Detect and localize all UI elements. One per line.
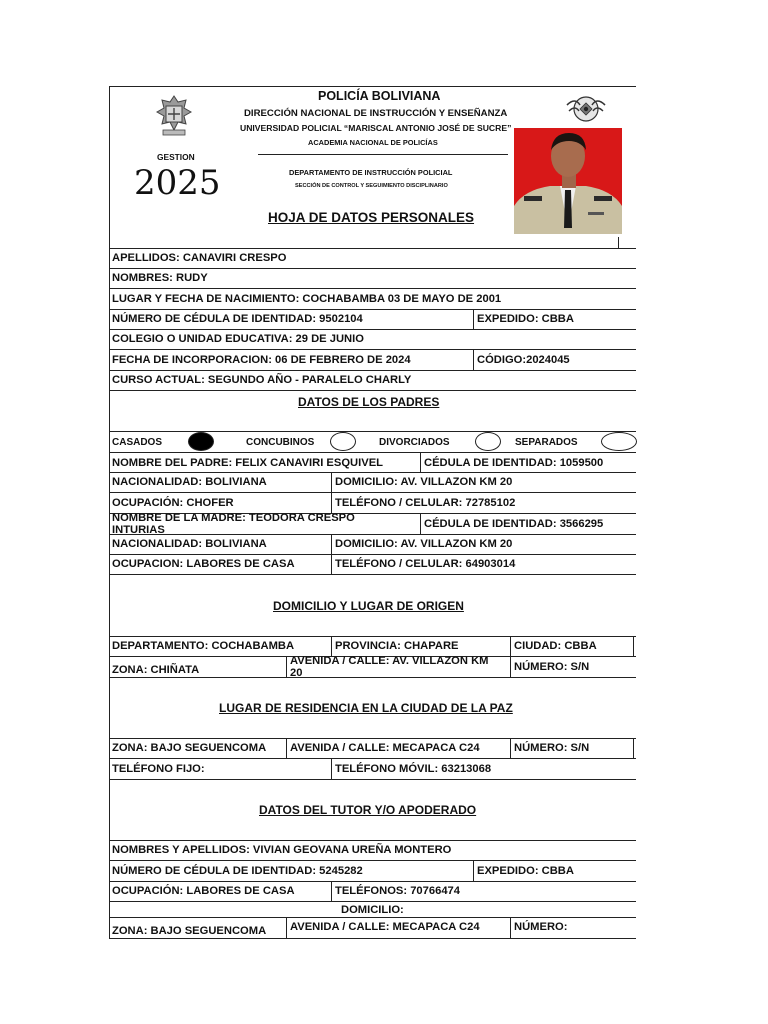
civil-status-label: DIVORCIADOS (379, 437, 450, 448)
birth-place-date-field: LUGAR Y FECHA DE NACIMIENTO: COCHABAMBA 03 DE MAYO DE 2001 (112, 293, 502, 305)
direction-title: DIRECCIÓN NACIONAL DE INSTRUCCIÓN Y ENSEÑANZA (244, 108, 508, 119)
mother-name-field-cont: INTURIAS (112, 524, 165, 534)
department-title: DEPARTAMENTO DE INSTRUCCIÓN POLICIAL (289, 168, 453, 177)
row-line (109, 452, 636, 453)
col-divider (331, 472, 332, 513)
row-line (109, 309, 636, 310)
academy-emblem-right-icon (565, 93, 607, 125)
row-line (109, 248, 636, 249)
row-line (109, 349, 636, 350)
row-line (109, 901, 636, 902)
expedido-field: EXPEDIDO: CBBA (477, 313, 574, 325)
row-line (109, 86, 636, 87)
gestion-year: 2025 (134, 163, 221, 203)
tutor-number-field: NÚMERO: (514, 921, 568, 933)
mother-address-field: DOMICILIO: AV. VILLAZON KM 20 (335, 538, 513, 550)
father-phone-field: TELÉFONO / CELULAR: 72785102 (335, 497, 516, 509)
incorporation-date-field: FECHA DE INCORPORACION: 06 DE FEBRERO DE 2024 (112, 354, 411, 366)
row-line (109, 574, 636, 575)
col-divider (510, 917, 511, 938)
gestion-label: GESTION (157, 152, 195, 162)
apellidos-field: APELLIDOS: CANAVIRI CRESPO (112, 252, 287, 264)
row-line (109, 492, 636, 493)
tutor-zone-field: ZONA: BAJO SEGUENCOMA (112, 925, 267, 937)
mother-name-field: NOMBRE DE LA MADRE: TEODORA CRESPO (112, 512, 355, 524)
civil-status-option-concubines[interactable] (330, 432, 356, 451)
table-left-border (109, 86, 110, 938)
row-line (109, 534, 636, 535)
row-line (109, 431, 636, 432)
mother-nationality-field: NACIONALIDAD: BOLIVIANA (112, 538, 267, 550)
col-divider (331, 881, 332, 901)
school-field: COLEGIO O UNIDAD EDUCATIVA: 29 DE JUNIO (112, 333, 364, 345)
tutor-name-field: NOMBRES Y APELLIDOS: VIVIAN GEOVANA UREÑA MONTERO (112, 844, 452, 856)
col-divider (331, 534, 332, 574)
father-address-field: DOMICILIO: AV. VILLAZON KM 20 (335, 476, 513, 488)
tutor-phones-field: TELÉFONOS: 70766474 (335, 885, 460, 897)
col-divider (420, 452, 421, 472)
parents-section-title: DATOS DE LOS PADRES (298, 395, 440, 409)
student-portrait-icon (514, 128, 622, 234)
row-line (109, 329, 636, 330)
origin-number-field: NÚMERO: S/N (514, 661, 590, 673)
civil-status-label: CASADOS (112, 437, 163, 448)
residence-zone-field: ZONA: BAJO SEGUENCOMA (112, 742, 267, 754)
academy-title: ACADEMIA NACIONAL DE POLICÍAS (308, 138, 438, 147)
row-line (109, 758, 636, 759)
tutor-section-title: DATOS DEL TUTOR Y/O APODERADO (259, 803, 477, 817)
institution-title: POLICÍA BOLIVIANA (318, 89, 441, 103)
mother-phone-field: TELÉFONO / CELULAR: 64903014 (335, 558, 516, 570)
row-line (109, 840, 636, 841)
id-number-field: NÚMERO DE CÉDULA DE IDENTIDAD: 9502104 (112, 313, 363, 325)
origin-province-field: PROVINCIA: CHAPARE (335, 640, 459, 652)
row-line (109, 288, 636, 289)
row-line (109, 554, 636, 555)
origin-department-field: DEPARTAMENTO: COCHABAMBA (112, 640, 295, 652)
col-divider (331, 758, 332, 779)
origin-zone-field: ZONA: CHIÑATA (112, 664, 200, 676)
col-divider (473, 309, 474, 329)
row-line (109, 677, 636, 678)
tutor-occupation-field: OCUPACIÓN: LABORES DE CASA (112, 885, 295, 897)
tutor-expedido-field: EXPEDIDO: CBBA (477, 865, 574, 877)
col-divider (510, 636, 511, 677)
father-nationality-field: NACIONALIDAD: BOLIVIANA (112, 476, 267, 488)
civil-status-label: SEPARADOS (515, 437, 578, 448)
nombres-field: NOMBRES: RUDY (112, 272, 208, 284)
row-line (109, 860, 636, 861)
civil-status-label: CONCUBINOS (246, 437, 315, 448)
student-photo (514, 128, 622, 234)
section-subtitle: SECCIÓN DE CONTROL Y SEGUIMIENTO DISCIPLINARIO (295, 183, 448, 189)
father-name-field: NOMBRE DEL PADRE: FELIX CANAVIRI ESQUIVEL (112, 457, 384, 469)
police-emblem-left-icon (154, 94, 194, 136)
col-divider (286, 917, 287, 938)
col-divider (510, 738, 511, 758)
father-id-field: CÉDULA DE IDENTIDAD: 1059500 (424, 457, 604, 469)
row-line (109, 390, 636, 391)
document-title: HOJA DE DATOS PERSONALES (268, 210, 475, 225)
col-divider (286, 656, 287, 677)
father-occupation-field: OCUPACIÓN: CHOFER (112, 497, 234, 509)
row-line (109, 938, 636, 939)
civil-status-option-separated[interactable] (601, 432, 637, 451)
mobile-phone-field: TELÉFONO MÓVIL: 63213068 (335, 763, 492, 775)
row-line (109, 738, 636, 739)
col-divider (473, 860, 474, 881)
residence-street-field: AVENIDA / CALLE: MECAPACA C24 (290, 742, 480, 754)
civil-status-option-divorced[interactable] (475, 432, 501, 451)
university-title: UNIVERSIDAD POLICIAL “MARISCAL ANTONIO JOSÉ DE SUCRE” (240, 123, 512, 133)
mother-id-field: CÉDULA DE IDENTIDAD: 3566295 (424, 518, 604, 530)
civil-status-option-married[interactable] (188, 432, 214, 451)
origin-city-field: CIUDAD: CBBA (514, 640, 597, 652)
col-divider (286, 738, 287, 758)
landline-phone-field: TELÉFONO FIJO: (112, 763, 205, 775)
current-course-field: CURSO ACTUAL: SEGUNDO AÑO - PARALELO CHARLY (112, 374, 412, 386)
row-line (109, 370, 636, 371)
header-divider (258, 154, 508, 155)
col-divider (633, 738, 634, 758)
tutor-id-field: NÚMERO DE CÉDULA DE IDENTIDAD: 5245282 (112, 865, 363, 877)
code-field: CÓDIGO:2024045 (477, 354, 570, 366)
col-divider (633, 636, 634, 656)
tutor-address-label: DOMICILIO: (341, 904, 404, 916)
photo-box-right (618, 237, 619, 248)
origin-section-title: DOMICILIO Y LUGAR DE ORIGEN (273, 599, 464, 613)
origin-street-field: AVENIDA / CALLE: AV. VILLAZON KM (290, 655, 489, 667)
mother-occupation-field: OCUPACION: LABORES DE CASA (112, 558, 295, 570)
tutor-street-field: AVENIDA / CALLE: MECAPACA C24 (290, 921, 480, 933)
origin-street-field-cont: 20 (290, 667, 303, 677)
row-line (109, 917, 636, 918)
row-line (109, 636, 636, 637)
col-divider (420, 513, 421, 534)
col-divider (473, 349, 474, 370)
residence-number-field: NÚMERO: S/N (514, 742, 590, 754)
col-divider (331, 636, 332, 656)
row-line (109, 779, 636, 780)
row-line (109, 472, 636, 473)
row-line (109, 881, 636, 882)
residence-section-title: LUGAR DE RESIDENCIA EN LA CIUDAD DE LA PAZ (219, 701, 513, 715)
row-line (109, 268, 636, 269)
